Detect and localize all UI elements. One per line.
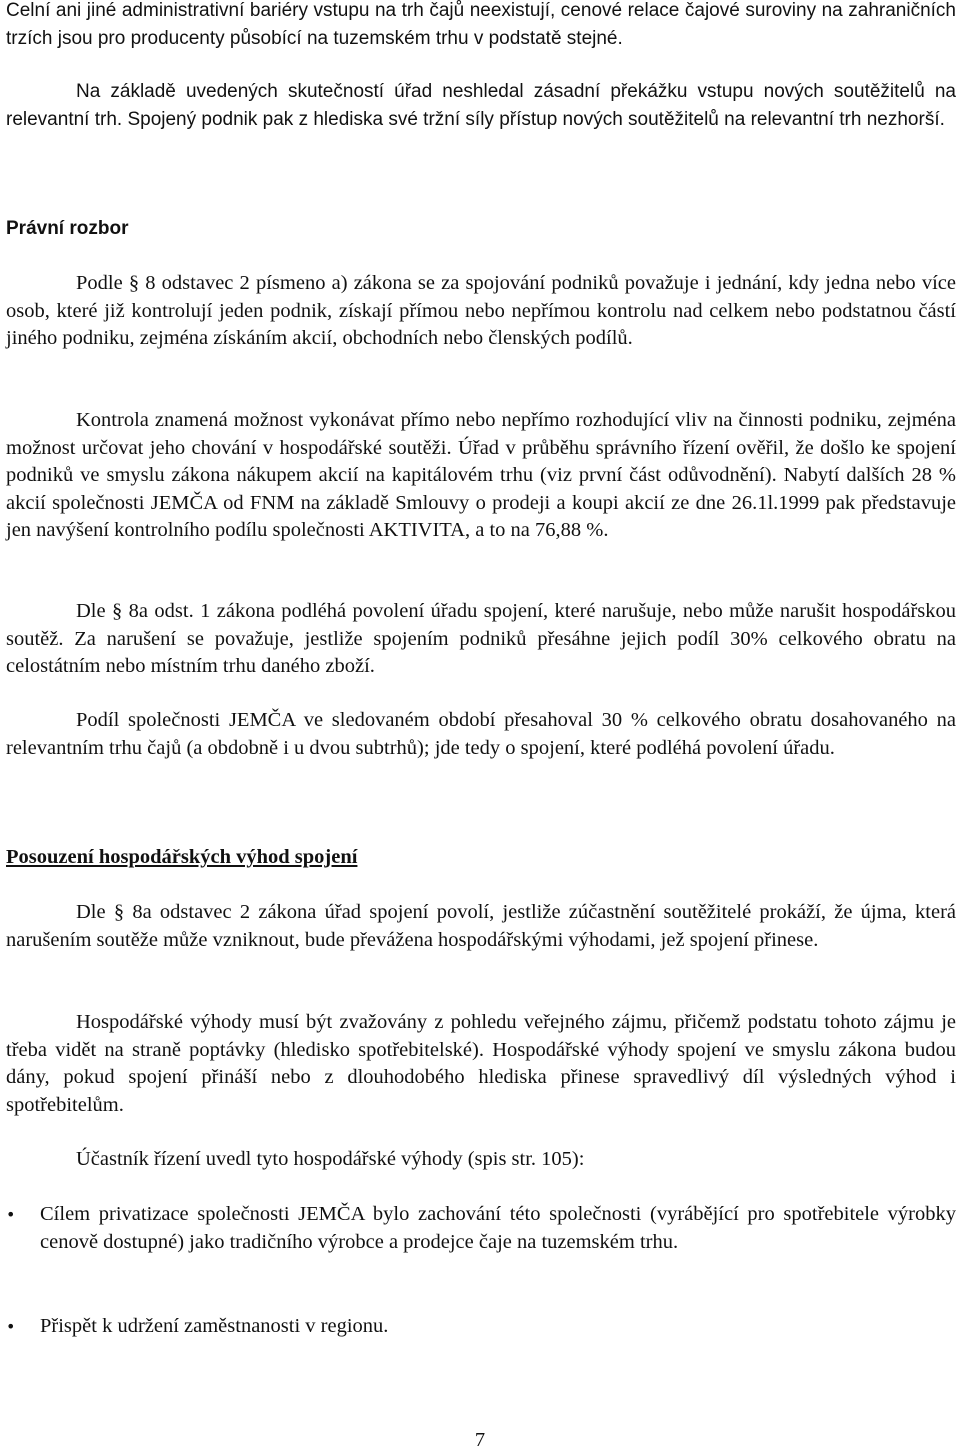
- paragraph-section-8a-2: Dle § 8a odstavec 2 zákona úřad spojení povolí, jestliže zúčastnění soutěžitelé prokáží, že újma, která narušením soutěže může vzniknout, bude převážena hospodářskými výhodami, jež spojení přinese.: [6, 901, 956, 951]
- paragraph-control: Kontrola znamená možnost vykonávat přímo nebo nepřímo rozhodující vliv na činnosti podniku, zejména možnost určovat jeho chování v hospodářské soutěži. Úřad v průběhu správního řízení ověřil, že došlo ke spojení podniků ve smyslu zákona nákupem akcií na kapitálovém trhu (viz první část odůvodnění). Nabytí dalších 28 % akcií společnosti JEMČA od FNM na základě Smlouvy o prodeji a koupi akcií ze dne 26.1l.1999 pak představuje jen navýšení kontrolního podílu společnosti AKTIVITA, a to na 76,88 %.: [6, 409, 956, 541]
- paragraph-economic-benefits: Hospodářské výhody musí být zvažovány z pohledu veřejného zájmu, přičemž podstatu tohoto zájmu je třeba vidět na straně poptávky (hledisko spotřebitelské). Hospodářské výhody spojení ve smyslu zákona budou dány, pokud spojení přináší nebo z dlouhodobého hlediska přinese spravedlivý díl výsledných výhod i spotřebitelům.: [6, 1011, 956, 1116]
- heading-posouzeni: Posouzení hospodářských výhod spojení: [6, 846, 358, 868]
- bullet-icon: •: [6, 1205, 16, 1224]
- heading-pravni-rozbor: Právní rozbor: [6, 218, 129, 239]
- paragraph-section-8: Podle § 8 odstavec 2 písmeno a) zákona se za spojování podniků považuje i jednání, kdy jedna nebo více osob, které již kontrolují jeden podnik, získají přímou nebo nepřímou kontrolu nad celkem nebo podstatnou částí jiného podniku, zejména získáním akcií, obchodních nebo členských podílů.: [6, 272, 956, 349]
- paragraph-section-8a: Dle § 8a odst. 1 zákona podléhá povolení úřadu spojení, které narušuje, nebo může narušit hospodářskou soutěž. Za narušení se považuje, jestliže spojením podniků přesáhne jejich podíl 30% celkového obratu na celostátním nebo místním trhu daného zboží.: [6, 600, 956, 677]
- paragraph-barriers: Celní ani jiné administrativní bariéry vstupu na trh čajů neexistují, cenové relace čajové suroviny na zahraničních trzích jsou pro producenty působící na tuzemském trhu v podstatě stejné.: [6, 0, 956, 49]
- page-number: 7: [474, 1429, 486, 1451]
- bullet-item: [6, 1313, 956, 1341]
- paragraph-participant: Účastník řízení uvedl tyto hospodářské výhody (spis str. 105):: [76, 1148, 585, 1170]
- bullet-text: Přispět k udržení zaměstnanosti v regionu.: [40, 1315, 389, 1337]
- bullet-icon: •: [6, 1317, 16, 1336]
- bullet-item: [6, 1201, 956, 1256]
- paragraph-jemca-share: Podíl společnosti JEMČA ve sledovaném období přesahoval 30 % celkového obratu dosahovaného na relevantním trhu čajů (a obdobně i u dvou subtrhů); jde tedy o spojení, které podléhá povolení úřadu.: [6, 709, 956, 759]
- paragraph-market-entry: Na základě uvedených skutečností úřad neshledal zásadní překážku vstupu nových soutěžitelů na relevantní trh. Spojený podnik pak z hlediska své tržní síly přístup nových soutěžitelů na relevantní trh nezhorší.: [6, 81, 956, 130]
- bullet-text: Cílem privatizace společnosti JEMČA bylo zachování této společnosti (vyrábějící pro spotřebitele výrobky cenově dostupné) jako tradičního výrobce a prodejce čaje na tuzemském trhu.: [40, 1203, 956, 1253]
